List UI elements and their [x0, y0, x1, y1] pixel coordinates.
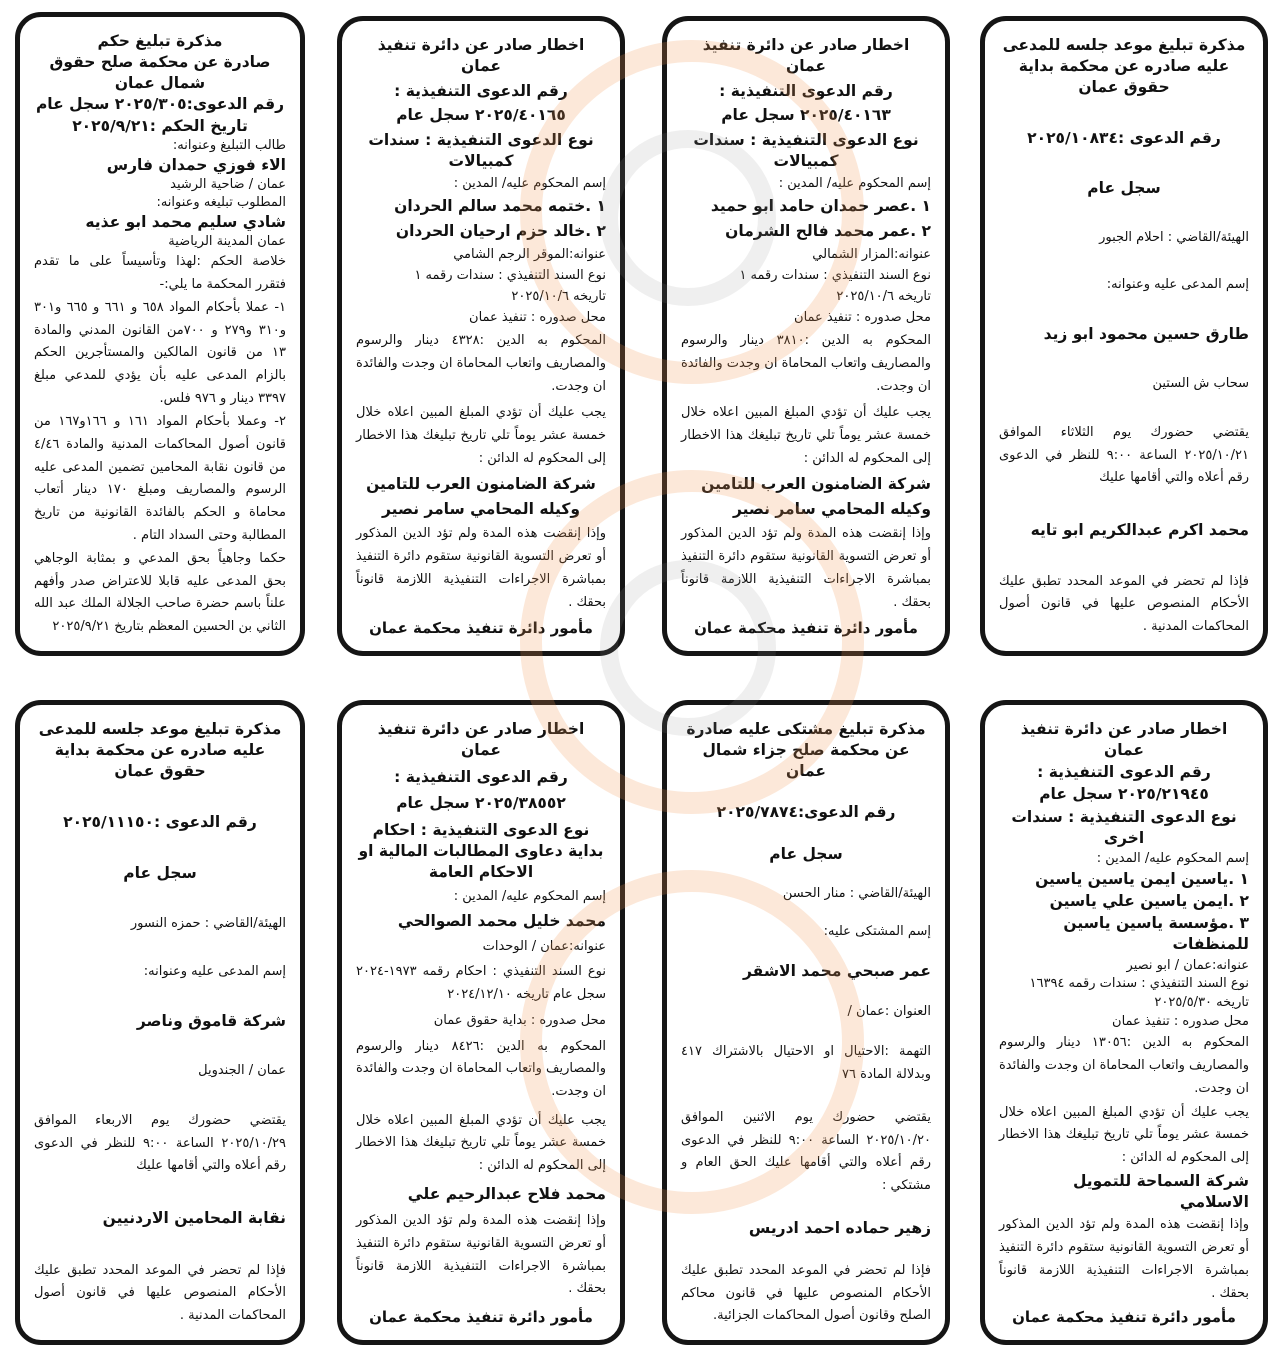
notice-title-text: سجل عام	[123, 864, 197, 883]
notice-title-text: مذكرة تبليغ حكم	[97, 32, 223, 50]
notice-name-text: ١ .ختمه محمد سالم الحردان	[394, 197, 606, 216]
notice-name-text: شركة الضامنون العرب للتامين	[701, 475, 931, 494]
notice-label-text: نوع السند التنفيذي : سندات رقمه ١٦٣٩٤	[1029, 976, 1249, 992]
notice-title-text: ٢٠٢٥/٤٠١٦٣ سجل عام	[721, 106, 891, 125]
notice-title-text: رقم الدعوى:٢٠٢٥/٣٠٥ سجل عام	[35, 95, 285, 114]
notice-name-text: ١ .ياسين ايمن ياسين ياسين	[1035, 869, 1249, 888]
notice-label-text: تاريخه ٢٠٢٥/٥/٣٠	[1154, 995, 1249, 1011]
notice-title-text: تاريخ الحكم :٢٠٢٥/٩/٢١	[72, 116, 248, 135]
notice-title-text: مذكرة تبليغ موعد جلسه للمدعى عليه صادره عن محكمة بداية حقوق عمان	[38, 720, 282, 780]
notice-title-text: اخطار صادر عن دائرة تنفيذ عمان	[377, 720, 585, 759]
notice-title-text: نوع الدعوى التنفيذية : سندات كمبيالات	[693, 130, 919, 170]
notice-label-text: طالب التبليغ وعنوانه:	[172, 137, 286, 153]
notice-title-text: سجل عام	[769, 844, 843, 863]
notice-label-text: الهيئة/القاضي : حمزه النسور	[130, 915, 286, 931]
notice-name-text: ١ .عصر حمدان حامد ابو حميد	[710, 197, 931, 216]
notice-para-text: التهمة :الاحتيال او الاحتيال بالاشتراك ٤١٧ وبدلالة المادة ٧٦	[681, 1043, 931, 1082]
notice-para-text: ٢- وعملا بأحكام المواد ١٦١ و ١٦٦و١٦٧ من قانون أصول المحاكمات المدنية والمادة ٤/٤٦ من قانون نقابة المحامين تضمين المدعى عليه الرسوم والمصاريف ومبلغ ١٧٠ دينار أتعاب محاماة و الحكم بالفائدة القانونية من تاريخ المطالبة وحتى السداد التام .	[34, 414, 286, 543]
notice-name-text: شادي سليم محمد ابو عذيه	[85, 212, 286, 231]
notice-name-text: ٢ .عمر محمد فالح الشرمان	[725, 221, 931, 240]
notice-title-text: رقم الدعوى:٢٠٢٥/٧٨٧٤	[716, 803, 896, 822]
notice-name-text: محمد فلاح عبدالرحيم علي	[407, 1184, 606, 1203]
notice-para-text: فإذا لم تحضر في الموعد المحدد تطبق عليك الأحكام المنصوص عليها في قانون محاكم الصلح وقانون أصول المحاكمات الجزائية.	[681, 1262, 931, 1324]
notice-name-text: ٣ .مؤسسة ياسين ياسين للمنظفات	[1063, 914, 1249, 954]
notice-sign-text: مأمور دائرة تنفيذ محكمة عمان	[369, 618, 593, 637]
notice-label-text: إسم المدعى عليه وعنوانه:	[1106, 277, 1249, 293]
notice-title-text: ٢٠٢٥/٤٠١٦٥ سجل عام	[396, 106, 566, 125]
notice-para-text: وإذا إنقضت هذه المدة ولم تؤد الدين المذكور أو تعرض التسوية القانونية ستقوم دائرة التنفيذ بمباشرة الاجراءات التنفيذية اللازمة قانوناً بحقك .	[999, 1217, 1249, 1301]
notice-namec-text: وكيله المحامي سامر نصير	[381, 499, 581, 518]
notice-name-text: طارق حسين محمود ابو زيد	[1043, 324, 1249, 343]
notice-label-text: محل صدوره : تنفيذ عمان	[1112, 1014, 1249, 1030]
notice-session-notice-10834	[980, 16, 1268, 656]
notice-para-text: وإذا إنقضت هذه المدة ولم تؤد الدين المذكور أو تعرض التسوية القانونية ستقوم دائرة التنفيذ بمباشرة الاجراءات التنفيذية اللازمة قانوناً بحقك .	[356, 1213, 606, 1297]
notice-label-text: عمان / الجندويل	[198, 1062, 286, 1078]
notice-name-text: نقابة المحامين الاردنيين	[102, 1209, 286, 1228]
notice-para-text: خلاصة الحكم :لهذا وتأسيساً على ما تقدم فتقرر المحكمة ما يلي:-	[34, 254, 286, 292]
notice-para-text: يقتضي حضورك يوم الاربعاء الموافق ٢٠٢٥/١٠/٢٩ الساعة ٩:٠٠ للنظر في الدعوى رقم أعلاه والتي أقامها عليك	[34, 1112, 287, 1174]
notice-label-text: إسم المحكوم عليه/ المدين :	[453, 889, 606, 905]
notice-para-text: المحكوم به الدين :٣٨١٠ دينار والرسوم والمصاريف واتعاب المحاماة ان وجدت والفائدة ان وجدت.	[681, 333, 931, 394]
notice-label-text: عنوانه:عمان / الوحدات	[482, 939, 606, 955]
notice-name-text: الاء فوزي حمدان فارس	[106, 155, 286, 174]
notice-para-text: المحكوم به الدين :١٣٠٥٦ دينار والرسوم والمصاريف واتعاب المحاماة ان وجدت والفائدة ان وجدت.	[999, 1035, 1249, 1096]
notice-execution-notice-21945	[980, 700, 1268, 1345]
notice-defendant-notice-7874	[662, 700, 950, 1345]
notice-title-text: نوع الدعوى التنفيذية : احكام بداية دعاوى المطالبات المالية او الاحكام العامة	[358, 820, 604, 881]
notice-label-text: إسم المحكوم عليه/ المدين :	[1096, 850, 1249, 866]
notice-title-text: اخطار صادر عن دائرة تنفيذ عمان	[377, 36, 585, 75]
notice-label-text: الهيئة/القاضي : احلام الجبور	[1099, 230, 1249, 246]
notice-name-text: شركة قاموق وناصر	[136, 1011, 286, 1030]
notice-label-text: إسم المشتكى عليه:	[823, 924, 931, 940]
notice-para-text: يجب عليك أن تؤدي المبلغ المبين اعلاه خلال خمسة عشر يوماً تلي تاريخ تبليغك هذا الاخطار إلى المحكوم له الدائن :	[356, 1112, 606, 1174]
notice-para-text: حكما وجاهياً بحق المدعي و بمثابة الوجاهي بحق المدعى عليه قابلا للاعتراض صدر وأفهم علناً باسم حضرة صاحب الجلالة الملك عبد الله الثاني بن الحسين المعظم بتاريخ ٢٠٢٥/٩/٢١	[34, 550, 286, 635]
notice-title-text: سجل عام	[1087, 179, 1161, 198]
notice-title-text: رقم الدعوى التنفيذية :	[719, 81, 893, 100]
notice-execution-notice-38552	[337, 700, 625, 1345]
notice-para-text: وإذا إنقضت هذه المدة ولم تؤد الدين المذكور أو تعرض التسوية القانونية ستقوم دائرة التنفيذ بمباشرة الاجراءات التنفيذية اللازمة قانوناً بحقك .	[356, 526, 606, 610]
notice-para-text: يقتضي حضورك يوم الاثنين الموافق ٢٠٢٥/١٠/٢٠ الساعة ٩:٠٠ للنظر في الدعوى رقم أعلاه والتي أقامها عليك الحق العام و مشتكي :	[681, 1109, 932, 1194]
notice-para-text: يجب عليك أن تؤدي المبلغ المبين اعلاه خلال خمسة عشر يوماً تلي تاريخ تبليغك هذا الاخطار إلى المحكوم له الدائن :	[356, 405, 606, 466]
notice-namec-text: شركة الضامنون العرب للتامين	[366, 475, 596, 494]
notice-name-text: محمد خليل محمد الصوالحي	[397, 912, 606, 931]
notice-para-text: يقتضي حضورك يوم الثلاثاء الموافق ٢٠٢٥/١٠/٢١ الساعة ٩:٠٠ للنظر في الدعوى رقم أعلاه والتي أقامها عليك	[999, 424, 1250, 486]
notice-label-text: عمان المدينة الرياضية	[168, 234, 286, 250]
notice-label-text: المطلوب تبليغه وعنوانه:	[156, 195, 286, 211]
notice-label-text: سحاب ش الستين	[1152, 375, 1249, 391]
notice-session-notice-11150	[15, 700, 305, 1345]
notice-para-text: فإذا لم تحضر في الموعد المحدد تطبق عليك الأحكام المنصوص عليها في قانون أصول المحاكمات المدنية .	[999, 573, 1249, 635]
notice-label-text: إسم المحكوم عليه/ المدين :	[453, 176, 606, 192]
notice-name-text: محمد اكرم عبدالكريم ابو تايه	[1030, 520, 1249, 539]
notice-title-text: رقم الدعوى :٢٠٢٥/١١١٥٠	[63, 813, 257, 832]
notice-title-text: نوع الدعوى التنفيذية : سندات كمبيالات	[368, 130, 594, 170]
notice-title-text: رقم الدعوى التنفيذية :	[394, 81, 568, 100]
notice-para-text: يجب عليك أن تؤدي المبلغ المبين اعلاه خلال خمسة عشر يوماً تلي تاريخ تبليغك هذا الاخطار إلى المحكوم له الدائن :	[999, 1104, 1249, 1166]
notice-para-text: ١- عملا بأحكام المواد ٦٥٨ و ٦٦١ و ٦٦٥ و٣٠١ و٣١٠ و٢٧٩ و ٧٠٠من القانون المدني والمادة ١٣ من قانون المالكين والمستأجرين الحكم بالزام المدعى عليه بأن يؤدي للمدعي مبلغ ٣٣٩٧ دينار و ٩٧٦ فلس.	[34, 299, 287, 406]
notice-label-text: الهيئة/القاضي : منار الحسن	[782, 886, 931, 902]
notice-label-text: محل صدوره : بداية حقوق عمان	[433, 1013, 606, 1029]
notice-execution-notice-40165	[337, 16, 625, 656]
notice-name-text: ٢ .خالد حزم ارحيان الحردان	[395, 221, 606, 240]
notice-title-text: اخطار صادر عن دائرة تنفيذ عمان	[1020, 720, 1228, 759]
notice-name-text: زهير حماده احمد ادريس	[748, 1219, 931, 1238]
notice-para-text: فإذا لم تحضر في الموعد المحدد تطبق عليك الأحكام المنصوص عليها في قانون أصول المحاكمات المدنية .	[34, 1262, 286, 1324]
notice-label-text: محل صدوره : تنفيذ عمان	[794, 310, 931, 326]
notice-title-text: اخطار صادر عن دائرة تنفيذ عمان	[702, 36, 910, 75]
notice-label-text: تاريخه ٢٠٢٥/١٠/٦	[511, 288, 606, 304]
notice-title-text: نوع الدعوى التنفيذية : سندات اخرى	[1011, 807, 1237, 847]
notice-label-text: عنوانه:الموقر الرجم الشامي	[453, 246, 606, 262]
notice-label-text: عنوانه:المزار الشمالي	[812, 246, 931, 262]
notice-label-text: محل صدوره : تنفيذ عمان	[469, 310, 606, 326]
notice-name-text: شركة السماحة للتمويل الاسلامي	[1072, 1172, 1249, 1212]
notice-title-text: رقم الدعوى التنفيذية :	[394, 767, 568, 786]
notice-para-text: وإذا إنقضت هذه المدة ولم تؤد الدين المذكور أو تعرض التسوية القانونية ستقوم دائرة التنفيذ بمباشرة الاجراءات التنفيذية اللازمة قانوناً بحقك .	[681, 526, 931, 610]
notice-title-text: رقم الدعوى :٢٠٢٥/١٠٨٣٤	[1027, 128, 1221, 147]
notice-judgment-notice-305	[15, 12, 305, 656]
notice-para-text: يجب عليك أن تؤدي المبلغ المبين اعلاه خلال خمسة عشر يوماً تلي تاريخ تبليغك هذا الاخطار إلى المحكوم له الدائن :	[681, 405, 931, 466]
notice-sign-text: مأمور دائرة تنفيذ محكمة عمان	[694, 618, 918, 637]
notice-title-text: صادرة عن محكمة صلح حقوق شمال عمان	[49, 53, 271, 93]
notice-title-text: ٢٠٢٥/٣٨٥٥٢ سجل عام	[396, 794, 566, 813]
notice-sign-text: مأمور دائرة تنفيذ محكمة عمان	[369, 1307, 593, 1326]
notice-label-text: إسم المحكوم عليه/ المدين :	[778, 176, 931, 192]
notice-label-text: عمان / ضاحية الرشيد	[170, 177, 286, 193]
notice-label-text: عنوانه:عمان / ابو نصير	[1126, 957, 1249, 973]
notice-name-text: ٢ .ايمن ياسين علي ياسين	[1049, 892, 1249, 911]
notice-title-text: رقم الدعوى التنفيذية :	[1037, 763, 1211, 782]
notice-execution-notice-40163	[662, 16, 950, 656]
notice-title-text: مذكرة تبليغ موعد جلسه للمدعى عليه صادره عن محكمة بداية حقوق عمان	[1002, 36, 1246, 96]
notice-name-text: عمر صبحي محمد الاشقر	[743, 962, 931, 981]
notice-label-text: تاريخه ٢٠٢٥/١٠/٦	[836, 288, 931, 304]
notice-name-text: وكيله المحامي سامر نصير	[732, 499, 931, 518]
notice-para-text: المحكوم به الدين :٤٣٢٨ دينار والرسوم والمصاريف واتعاب المحاماة ان وجدت والفائدة ان وجدت.	[356, 333, 606, 394]
notice-para-text: نوع السند التنفيذي : احكام رقمه ١٩٧٣-٢٠٢٤ سجل عام تاريخه ٢٠٢٤/١٢/١٠	[356, 964, 606, 1003]
notice-label-text: نوع السند التنفيذي : سندات رقمه ١	[414, 267, 606, 283]
notice-label-text: إسم المدعى عليه وعنوانه:	[143, 963, 286, 979]
notice-label-text: نوع السند التنفيذي : سندات رقمه ١	[739, 267, 931, 283]
notice-label-text: العنوان :عمان /	[847, 1003, 931, 1019]
notice-sign-text: مأمور دائرة تنفيذ محكمة عمان	[1012, 1307, 1236, 1326]
notice-title-text: ٢٠٢٥/٢١٩٤٥ سجل عام	[1039, 785, 1209, 804]
notice-title-text: مذكرة تبليغ مشتكى عليه صادرة عن محكمة صلح جزاء شمال عمان	[686, 720, 926, 780]
notice-para-text: المحكوم به الدين :٨٤٢٦ دينار والرسوم والمصاريف واتعاب المحاماة ان وجدت والفائدة ان وجدت.	[356, 1038, 606, 1100]
